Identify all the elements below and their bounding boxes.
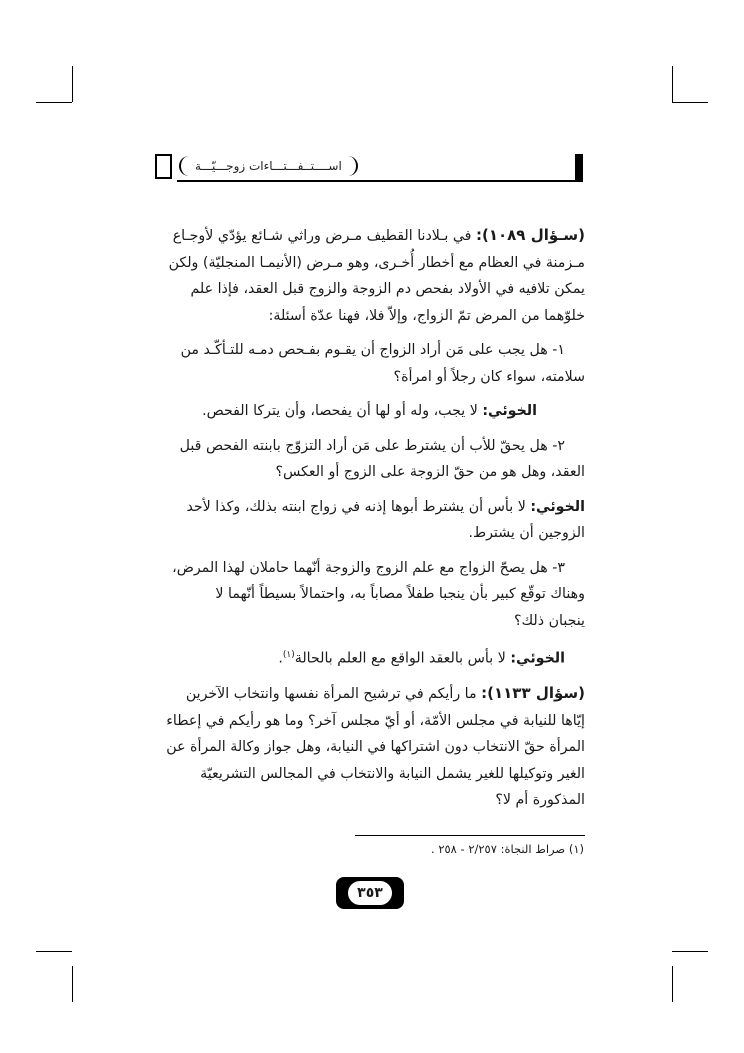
question-1089: (سـؤال ١٠٨٩): في بـلادنا القطيف مـرض وراثي شـائع يؤدّي لأوجـاع مـزمنة في العظام مع أخطار أُخـرى، وهو مـرض (الأنيمـا المنجليّة) ولكن يمكن تلافيه في الأولاد بفحص دم الزوجة والزوج قبل العقد، فإذا علم خلوّهما من المرض تمّ الزواج، وإلاّ فلا، فهنا عدّة أسئلة:: [168, 226, 585, 324]
crop-mark-bottom-left: [72, 966, 73, 1002]
answer-1: الخوئي: لا يجب، وله أو لها أن يفحصا، وأن يتركا الفحص.: [202, 403, 537, 419]
crop-mark-bottom-left-h: [36, 951, 72, 952]
sub-question-3: ٣- هل يصحّ الزواج مع علم الزوج والزوجة أنّهما حاملان لهذا المرض،: [172, 559, 565, 576]
header-end-box: [155, 154, 172, 179]
header-rule: [177, 180, 583, 182]
question-1133: (سؤال ١١٣٣): ما رأيكم في ترشيح المرأة نفسها وانتخاب الآخرين إيّاها للنيابة في مجلس الأمّة، أو أيّ مجلس آخر؟ وما هو رأيكم في إعطاء المرأة حقّ الانتخاب دون اشتراكها في النيابة، وهل جواز وكالة المرأة عن الغير وتوكيلها للغير يشمل النيابة والانتخاب في المجالس التشريعيّة المذكورة أم لا؟: [166, 684, 585, 809]
header-end-bar: [575, 154, 583, 182]
sub-question-2: ٢- هل يحقّ للأب أن يشترط على مَن أراد التزوّج بابنته الفحص قبل: [179, 437, 565, 454]
answer-2: الخوئي: لا بأس أن يشترط أبوها إذنه في زواج ابنته بذلك، وكذا لأحد الزوجين أن يشترط.: [186, 498, 585, 541]
running-header: [155, 154, 583, 182]
crop-mark-bottom-right: [672, 966, 673, 1002]
crop-mark-top-left: [72, 66, 73, 102]
answer-label: الخوئي:: [510, 650, 565, 667]
footnote-rule: [355, 835, 585, 836]
answer-label: الخوئي:: [482, 403, 537, 419]
footnote: (١) صراط النجاة: ٢/٢٥٧ - ٢٥٨ .: [431, 842, 584, 856]
answer-3: الخوئي: لا بأس بالعقد الواقع مع العلم بالحالة$^{(١)}$.: [278, 650, 565, 667]
question-label: (سؤال ١١٣٣):: [481, 684, 585, 703]
crop-mark-top-right-h: [672, 102, 708, 103]
sub-question-1: ١- هل يجب على مَن أراد الزواج أن يقـوم بفـحص دمـه للتـأكّـد من: [180, 342, 565, 358]
footnote-mark[interactable]: (١): [282, 650, 295, 660]
page-number-badge: [336, 877, 404, 909]
running-title: اســــتــفـــتـــاءات زوجـــيّـــة: [179, 156, 358, 176]
crop-mark-top-left-h: [36, 102, 72, 103]
page-number: ٣٥٣: [348, 881, 392, 905]
answer-label: الخوئي:: [530, 498, 585, 515]
question-label: (سـؤال ١٠٨٩):: [475, 226, 585, 244]
crop-mark-bottom-right-h: [672, 951, 708, 952]
page-body: (سـؤال ١٠٨٩): في بـلادنا القطيف مـرض وراثي شـائع يؤدّي لأوجـاع مـزمنة في العظام مع أخطار أُخـرى، وهو مـرض (الأنيمـا المنجليّة) ولكن يمكن تلافيه في الأولاد بفحص دم الزوجة والزوج قبل العقد، فإذا علم خلوّهما من المرض تمّ الزواج، وإلاّ فلا، فهنا عدّة أسئلة: ١- هل يجب على مَن أراد الزواج أن يقـوم بفـحص دمـه للتـأكّـد من سلامته، سواء كان رجلاً أو امرأة؟ الخوئي: لا يجب، وله أو لها أن يفحصا، وأن يتركا الفحص. ٢- هل يحقّ للأب أن يشترط على مَن أراد التزوّج بابنته الفحص قبل العقد، وهل هو من حقّ الزوجة على الزوج أو العكس؟ الخوئي: لا بأس أن يشترط أبوها إذنه في زواج ابنته بذلك، وكذا لأحد الزوجين أن يشترط. ٣- هل يصحّ الزواج مع علم الزوج والزوجة أنّهما حاملان لهذا المرض، وهناك توقّع كبير بأن ينجبا طفلاً مصاباً به، واحتمالاً بسيطاً أنّهما لا ينجبان ذلك؟ الخوئي: لا بأس بالعقد الواقع مع العلم بالحالة$^{(١)}$. (سؤال ١١٣٣): ما رأيكم في ترشيح المرأة نفسها وانتخاب الآخرين إيّاها للنيابة في مجلس الأمّة، أو أيّ مجلس آخر؟ وما هو رأيكم في إعطاء المرأة حقّ الانتخاب دون اشتراكها في النيابة، وهل جواز وكالة المرأة عن الغير وتوكيلها للغير يشمل النيابة والانتخاب في المجالس التشريعيّة المذكورة أم لا؟: [160, 222, 585, 814]
crop-mark-top-right: [672, 66, 673, 102]
